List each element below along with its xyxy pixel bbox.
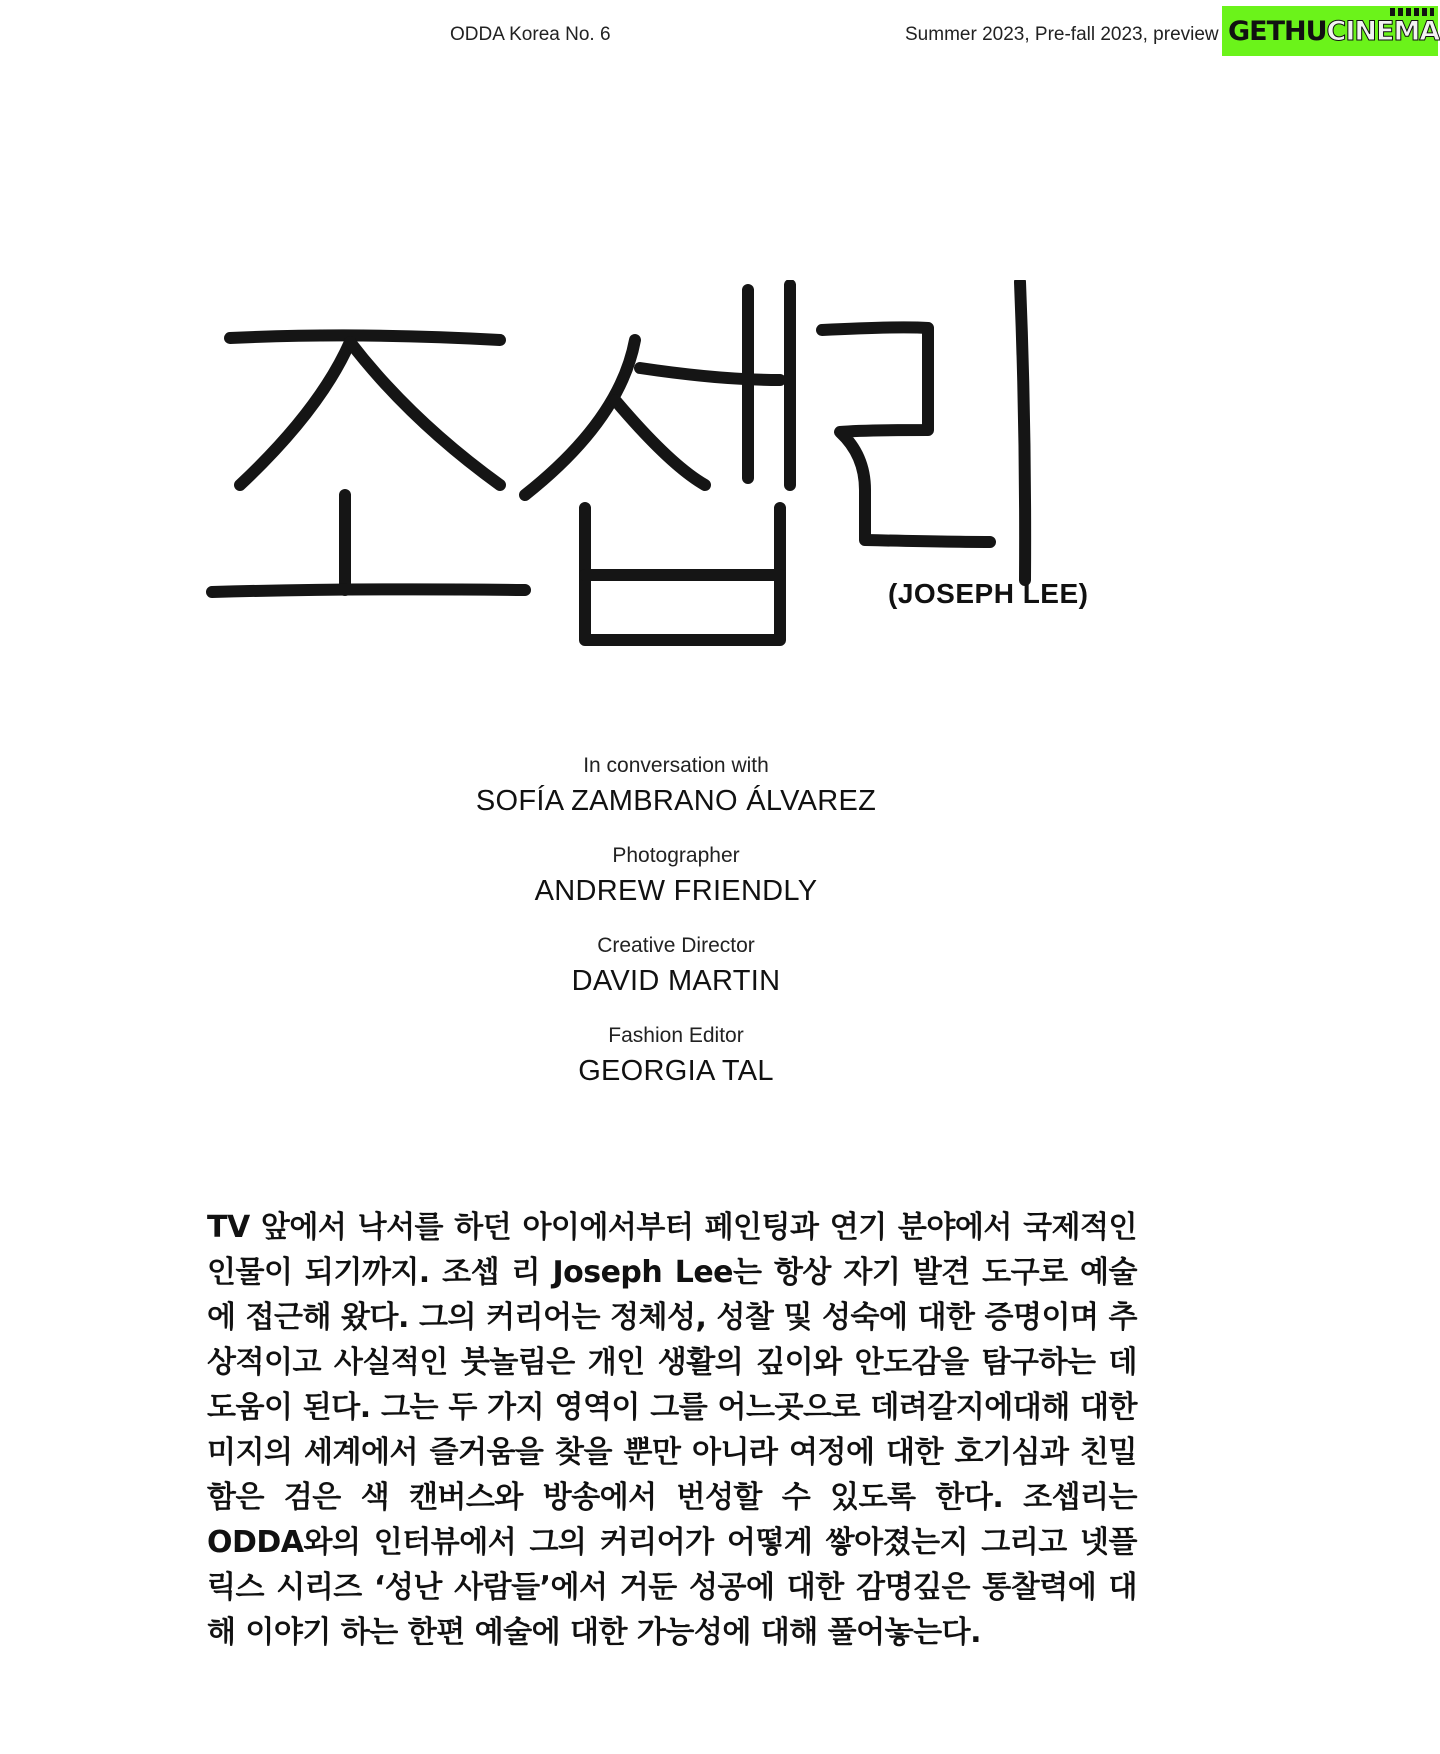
credit-name: ANDREW FRIENDLY: [534, 875, 818, 907]
watermark-text-a: GETHU: [1228, 15, 1327, 47]
credit-role: Photographer: [612, 844, 740, 867]
credit-role: In conversation with: [583, 754, 769, 777]
credit-creative-director: [0, 932, 1352, 1002]
credit-name: DAVID MARTIN: [571, 965, 781, 997]
credit-name: SOFÍA ZAMBRANO ÁLVAREZ: [475, 785, 877, 817]
credit-fashion-editor: [0, 1022, 1352, 1092]
watermark-text-b: CINEMA: [1326, 15, 1440, 47]
credits-list: [0, 752, 1352, 1112]
issue-label: ODDA Korea No. 6: [450, 24, 611, 45]
watermark-logo: [1222, 6, 1438, 56]
credit-name: GEORGIA TAL: [578, 1055, 774, 1087]
korean-title-lettering: [200, 280, 1160, 670]
credit-role: Creative Director: [597, 934, 755, 957]
credit-photographer: [0, 842, 1352, 912]
film-strip-icon: [1390, 8, 1434, 16]
english-name: (JOSEPH LEE): [888, 578, 1089, 609]
article-body: TV 앞에서 낙서를 하던 아이에서부터 페인팅과 연기 분야에서 국제적인 인물이 되기까지. 조셉 리 Joseph Lee는 항상 자기 발견 도구로 예술에 접근해 왔다. 그의 커리어는 정체성, 성찰 및 성숙에 대한 증명이며 추상적이고 사실적인 붓놀림은 개인 생활의 깊이와 안도감을 탐구하는 데 도움이 된다. 그는 두 가지 영역이 그를 어느곳으로 데려갈지에대해 대한 미지의 세계에서 즐거움을 찾을 뿐만 아니라 여정에 대한 호기심과 친밀함은 검은 색 캔버스와 방송에서 번성할 수 있도록 한다. 조셉리는 ODDA와의 인터뷰에서 그의 커리어가 어떻게 쌓아졌는지 그리고 넷플릭스 시리즈 ‘성난 사람들’에서 거둔 성공에 대한 감명깊은 통찰력에 대해 이야기 하는 한편 예술에 대한 가능성에 대해 풀어놓는다.: [207, 1210, 1137, 1650]
credit-interviewer: [0, 752, 1352, 822]
credit-role: Fashion Editor: [608, 1024, 744, 1047]
season-label: Summer 2023, Pre-fall 2023, preview: [905, 24, 1219, 45]
